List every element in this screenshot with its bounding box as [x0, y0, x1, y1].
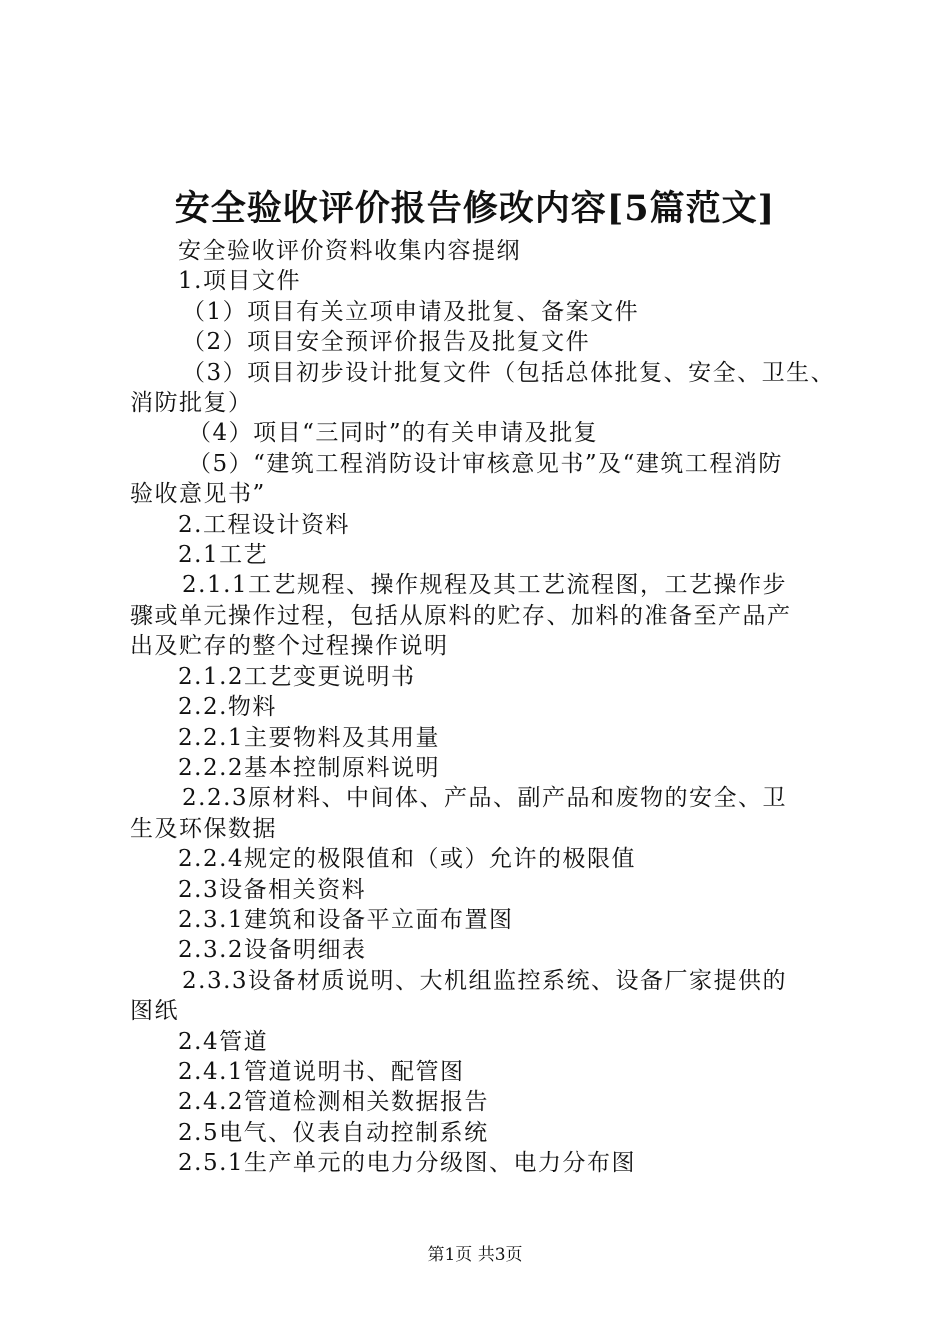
body-line: 验收意见书”: [130, 481, 266, 508]
body-line: 出及贮存的整个过程操作说明: [130, 633, 449, 660]
body-line: （2）项目安全预评价报告及批复文件: [182, 329, 591, 356]
body-line: （5）“建筑工程消防设计审核意见书”及“建筑工程消防: [188, 450, 783, 477]
document-body: [130, 236, 835, 1179]
body-line: 2.2.4规定的极限值和（或）允许的极限值: [178, 846, 637, 873]
body-line: 2.3.3设备材质说明、大机组监控系统、设备厂家提供的: [182, 967, 788, 994]
body-line: 2.2.1主要物料及其用量: [178, 724, 441, 751]
body-line: （4）项目“三同时”的有关申请及批复: [188, 420, 599, 447]
body-line: 图纸: [130, 998, 179, 1025]
body-line: 2.2.2基本控制原料说明: [178, 754, 441, 781]
body-line: 消防批复）: [130, 390, 253, 417]
body-line: 2.3.2设备明细表: [178, 937, 367, 964]
body-line: 2.2.物料: [178, 694, 277, 721]
body-line: 2.1.1工艺规程、操作规程及其工艺流程图，工艺操作步: [182, 572, 788, 599]
body-line: 2.1.2工艺变更说明书: [178, 663, 416, 690]
body-line: （1）项目有关立项申请及批复、备案文件: [182, 298, 640, 325]
document-title: 安全验收评价报告修改内容[5篇范文]: [174, 188, 776, 229]
body-line: 2.5.1生产单元的电力分级图、电力分布图: [178, 1150, 637, 1177]
body-line: 2.4.1管道说明书、配管图: [178, 1058, 465, 1085]
page-footer: 第1页 共3页: [427, 1245, 523, 1265]
body-line: 安全验收评价资料收集内容提纲: [178, 238, 521, 264]
body-line: 生及环保数据: [130, 815, 277, 842]
body-line: 2.工程设计资料: [178, 511, 350, 538]
body-line: 骤或单元操作过程，包括从原料的贮存、加料的准备至产品产: [130, 602, 792, 629]
body-line: 2.2.3原材料、中间体、产品、副产品和废物的安全、卫: [182, 785, 788, 812]
body-line: （3）项目初步设计批复文件（包括总体批复、安全、卫生、: [182, 359, 836, 386]
body-line: 1.项目文件: [178, 268, 301, 295]
body-line: 2.3.1建筑和设备平立面布置图: [178, 906, 514, 933]
body-line: 2.5电气、仪表自动控制系统: [178, 1119, 489, 1146]
body-line: 2.4.2管道检测相关数据报告: [178, 1089, 490, 1116]
body-line: 2.3设备相关资料: [178, 876, 367, 903]
body-line: 2.1工艺: [178, 542, 269, 569]
body-line: 2.4管道: [178, 1028, 269, 1055]
